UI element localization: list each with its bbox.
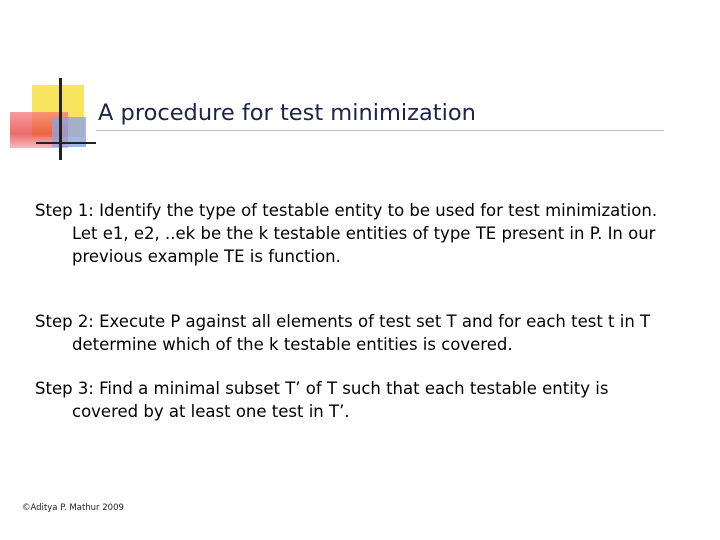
slide-title: A procedure for test minimization [98, 100, 476, 126]
logo-vertical-line [59, 78, 62, 160]
step-1: Step 1: Identify the type of testable entity to be used for test minimization. Let e1, e2, ..ek be the k testable entities of type TE present in P. In our previous example TE is function. [35, 201, 658, 266]
step-2: Step 2: Execute P against all elements of test set T and for each test t in T determine which of the k testable entities is covered. [35, 312, 651, 354]
title-divider [96, 130, 664, 131]
logo-horizontal-line [36, 142, 96, 144]
step-3: Step 3: Find a minimal subset T’ of T such that each testable entity is covered by at least one test in T’. [35, 379, 609, 421]
copyright-footer: ©Aditya P. Mathur 2009 [22, 503, 124, 513]
steps-body [35, 199, 675, 423]
